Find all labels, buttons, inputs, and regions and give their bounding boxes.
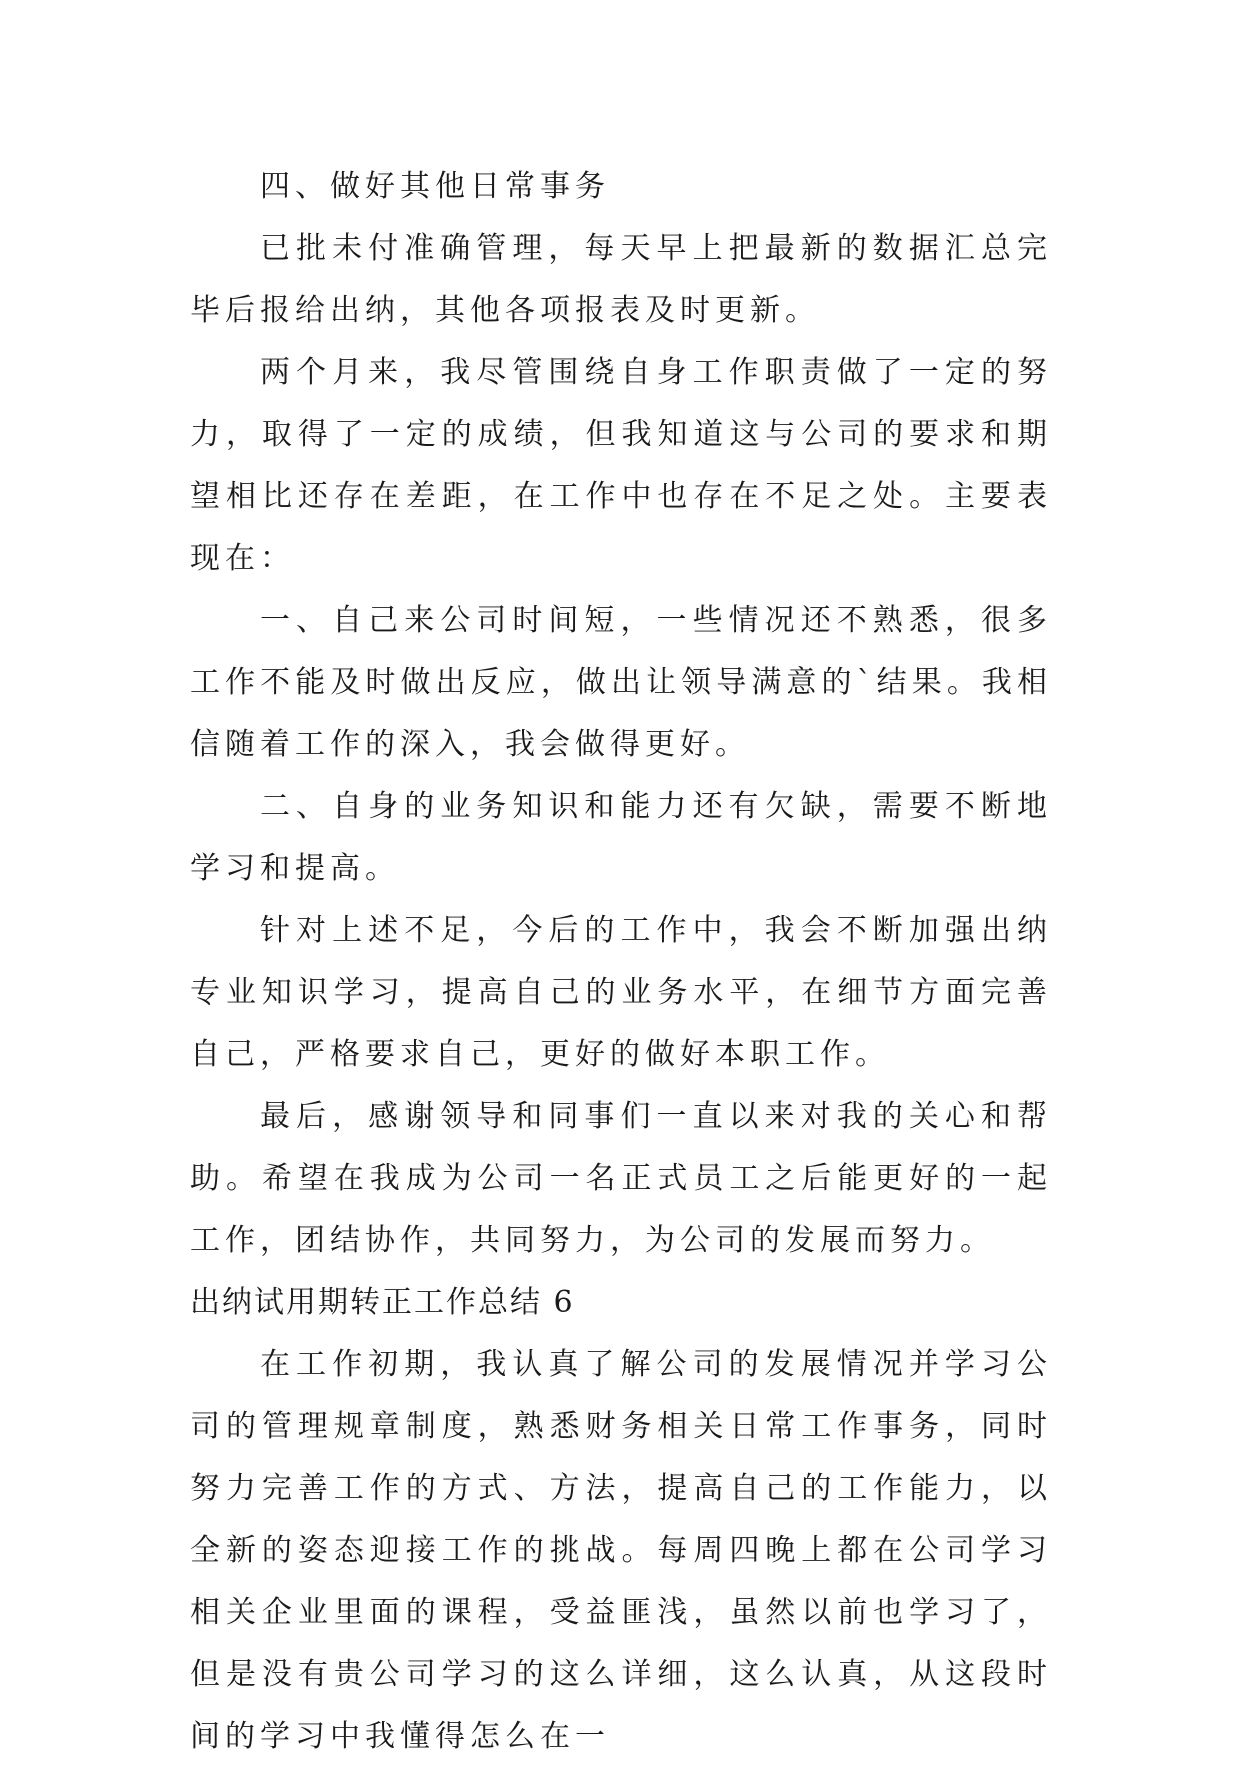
paragraph: 二、自身的业务知识和能力还有欠缺，需要不断地学习和提高。 <box>190 789 1052 886</box>
paragraph: 两个月来，我尽管围绕自身工作职责做了一定的努力，取得了一定的成绩，但我知道这与公司的要求和期望相比还存在差距，在工作中也存在不足之处。主要表现在： <box>190 355 1052 576</box>
paragraph: 在工作初期，我认真了解公司的发展情况并学习公司的管理规章制度，熟悉财务相关日常工作事务，同时努力完善工作的方式、方法，提高自己的工作能力，以全新的姿态迎接工作的挑战。每周四晚上都在公司学习相关企业里面的课程，受益匪浅，虽然以前也学习了，但是没有贵公司学习的这么详细，这么认真，从这段时间的学习中我懂得怎么在一 <box>190 1347 1052 1754</box>
paragraph: 最后，感谢领导和同事们一直以来对我的关心和帮助。希望在我成为公司一名正式员工之后能更好的一起工作，团结协作，共同努力，为公司的发展而努力。 <box>190 1099 1052 1258</box>
section-heading-four: 四、做好其他日常事务 <box>260 169 610 204</box>
paragraph: 针对上述不足，今后的工作中，我会不断加强出纳专业知识学习，提高自己的业务水平，在细节方面完善自己，严格要求自己，更好的做好本职工作。 <box>190 913 1052 1072</box>
section-title: 出纳试用期转正工作总结 6 <box>190 1285 575 1320</box>
paragraph: 一、自己来公司时间短，一些情况还不熟悉，很多工作不能及时做出反应，做出让领导满意的`结果。我相信随着工作的深入，我会做得更好。 <box>190 603 1052 762</box>
document-body <box>190 156 1052 1768</box>
paragraph: 已批未付准确管理，每天早上把最新的数据汇总完毕后报给出纳，其他各项报表及时更新。 <box>190 231 1052 328</box>
